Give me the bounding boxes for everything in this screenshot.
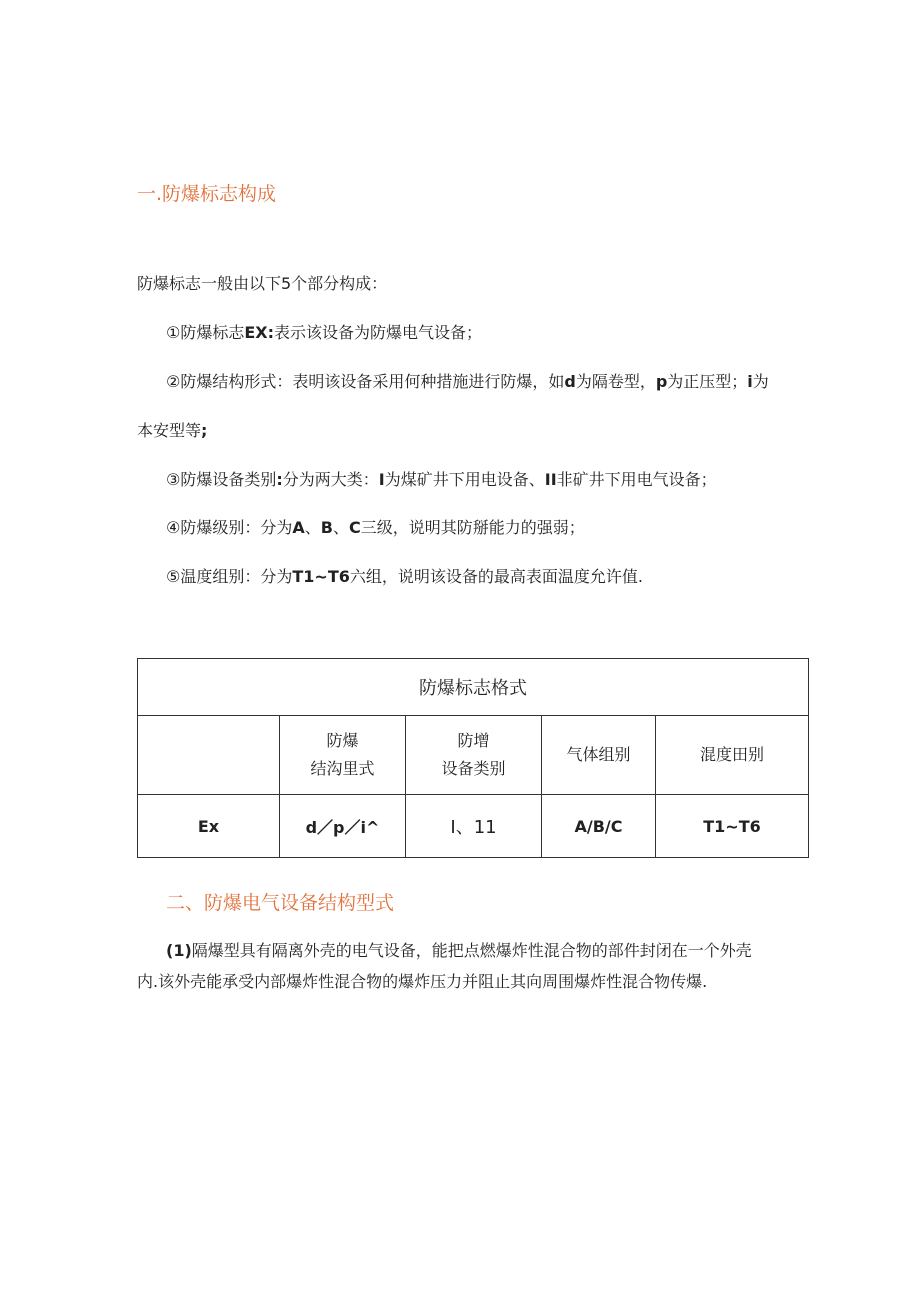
- item-2-continued: 本安型等;: [137, 421, 208, 440]
- item-4: ④防爆级别：分为A、B、C三级，说明其防掰能力的强弱；: [166, 518, 585, 537]
- section2-paragraph-line1: (1)隔爆型具有隔离外壳的电气设备，能把点燃爆炸性混合物的部件封闭在一个外壳: [166, 941, 752, 960]
- header-cell-temp-group: 混度田别: [656, 716, 809, 795]
- item-2: ②防爆结构形式：表明该设备采用何种措施进行防爆，如d为隔卷型，p为正压型；i为: [166, 372, 769, 391]
- table-value-row: [138, 795, 809, 858]
- header-cell-empty: [138, 716, 280, 795]
- table-title: 防爆标志格式: [138, 659, 809, 716]
- header-cell-structure: 防爆 结沟里式: [280, 716, 406, 795]
- table-header-row: [138, 716, 809, 795]
- header-cell-category: 防增 设备类别: [406, 716, 542, 795]
- value-cell-category: I、11: [406, 795, 542, 858]
- section2-paragraph-line2: 内.该外壳能承受内部爆炸性混合物的爆炸压力并阻止其向周围爆炸性混合物传爆.: [137, 972, 708, 991]
- value-cell-temp-group: T1~T6: [656, 795, 809, 858]
- value-cell-gas-group: A/B/C: [542, 795, 656, 858]
- item-5: ⑤温度组别：分为T1~T6六组，说明该设备的最高表面温度允许值.: [166, 567, 643, 586]
- value-cell-structure: d／p／i^: [280, 795, 406, 858]
- explosion-proof-format-table: [137, 658, 809, 858]
- section1-heading: 一.防爆标志构成: [137, 183, 277, 205]
- item-1: ①防爆标志EX:表示该设备为防爆电气设备；: [166, 323, 483, 342]
- item-3: ③防爆设备类别:分为两大类：I为煤矿井下用电设备、II非矿井下用电气设备；: [166, 470, 717, 489]
- value-cell-ex: Ex: [138, 795, 280, 858]
- intro-text: 防爆标志一般由以下5个部分构成：: [137, 274, 388, 293]
- header-cell-gas-group: 气体组别: [542, 716, 656, 795]
- section2-heading: 二、防爆电气设备结构型式: [166, 892, 395, 914]
